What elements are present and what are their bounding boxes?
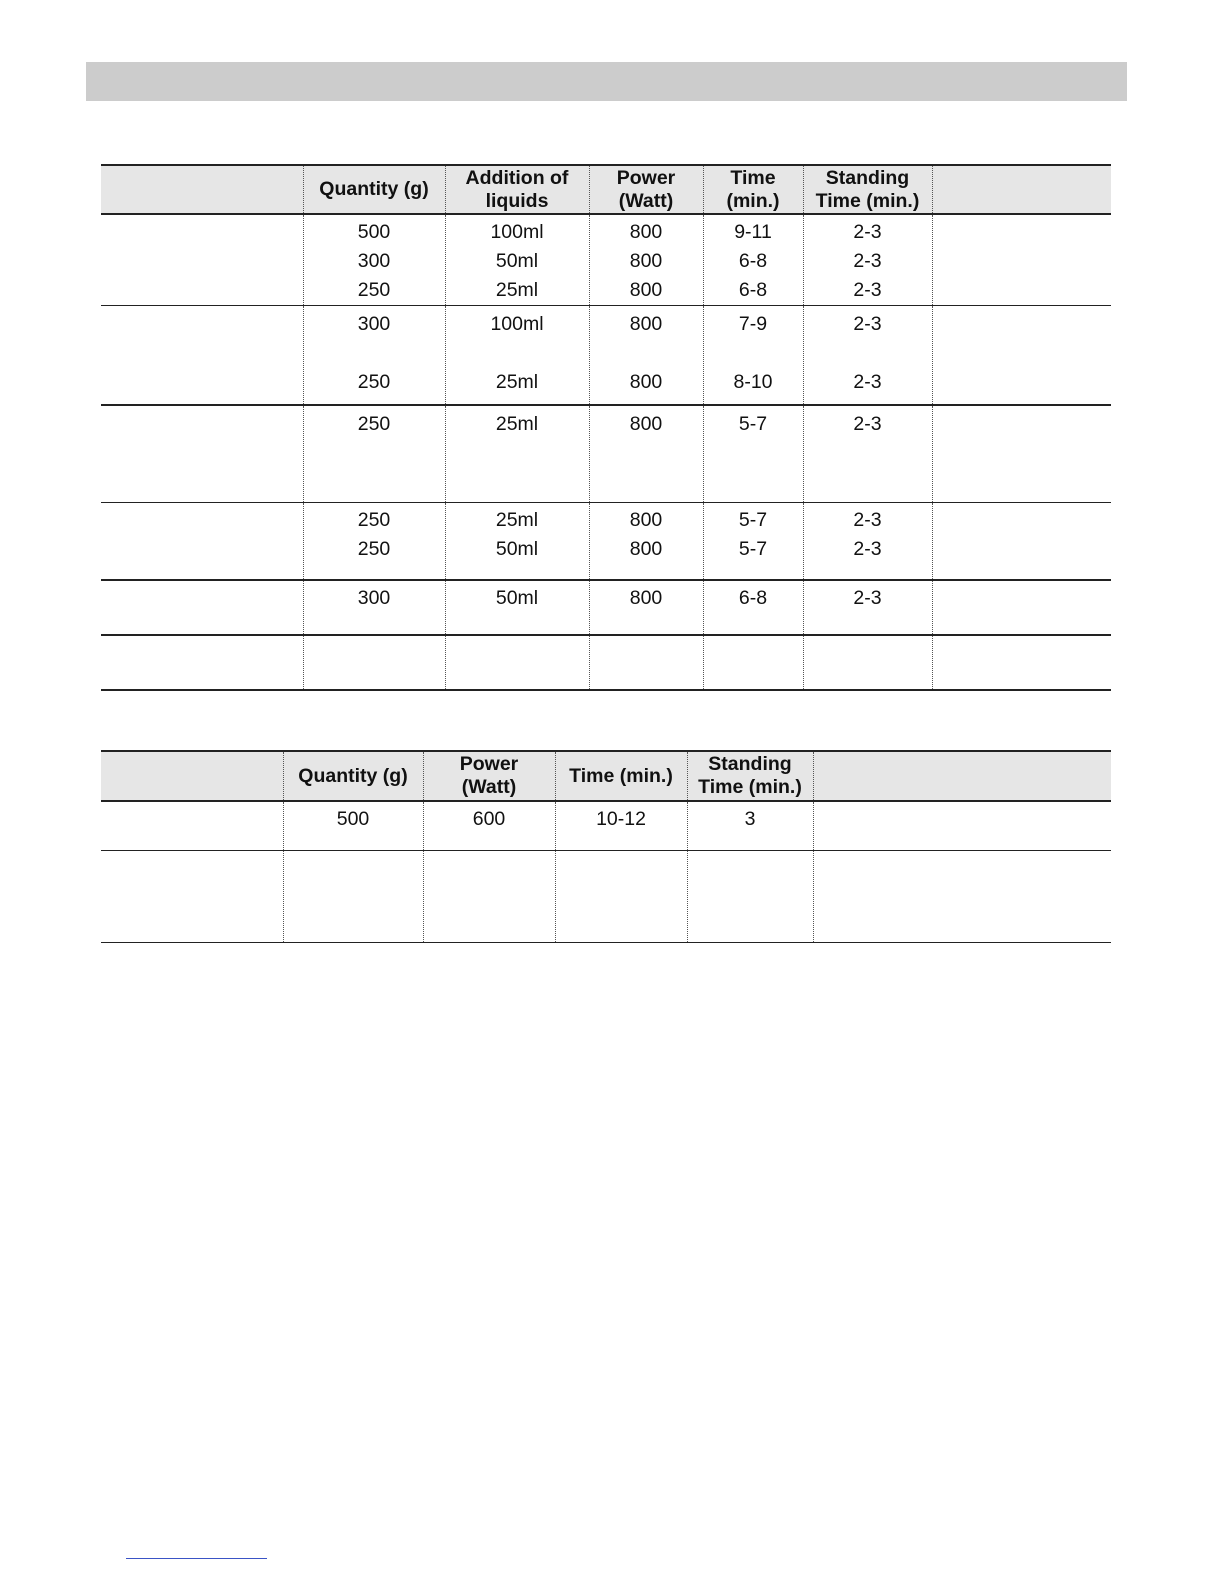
power-cell: 800 800: [589, 306, 703, 405]
time-cell: 9-11 6-8 6-8: [703, 214, 803, 306]
standing-cell: [803, 635, 932, 690]
table-row: [101, 503, 1111, 580]
table-row: [101, 405, 1111, 503]
standing-cell: 2-3 2-3: [803, 503, 932, 580]
liquids-cell: 25ml 50ml: [445, 503, 589, 580]
standing-cell: 2-3: [803, 405, 932, 503]
header-standing-time: Standing Time (min.): [803, 165, 932, 214]
power-cell: 600: [423, 801, 555, 850]
time-cell: [555, 850, 687, 942]
quantity-cell: [283, 850, 423, 942]
quantity-cell: 250: [303, 405, 445, 503]
header-quantity: Quantity (g): [303, 165, 445, 214]
time-cell: 5-7 5-7: [703, 503, 803, 580]
quantity-cell: 250 250: [303, 503, 445, 580]
time-cell: 5-7: [703, 405, 803, 503]
table-row: [101, 306, 1111, 405]
header-notes: [813, 751, 1111, 801]
liquids-cell: 100ml 25ml: [445, 306, 589, 405]
header-category: [101, 165, 303, 214]
header-time: Time (min.): [555, 751, 687, 801]
header-notes: [932, 165, 1111, 214]
time-cell: 6-8: [703, 580, 803, 635]
category-cell: [101, 801, 283, 850]
notes-cell: [932, 306, 1111, 405]
standing-cell: [687, 850, 813, 942]
standing-cell: 3: [687, 801, 813, 850]
section-header-bar: [86, 62, 1127, 101]
notes-cell: [932, 405, 1111, 503]
power-cell: 800: [589, 580, 703, 635]
standing-cell: 2-3: [803, 580, 932, 635]
footnote-rule: [126, 1558, 267, 1559]
notes-cell: [932, 503, 1111, 580]
liquids-cell: 50ml: [445, 580, 589, 635]
time-cell: 7-9 8-10: [703, 306, 803, 405]
power-cell: 800 800: [589, 503, 703, 580]
quantity-cell: 500: [283, 801, 423, 850]
notes-cell: [932, 635, 1111, 690]
table-header-row: [101, 751, 1111, 801]
quantity-cell: [303, 635, 445, 690]
cooking-table-frozen: [101, 750, 1111, 943]
time-cell: 10-12: [555, 801, 687, 850]
category-cell: [101, 214, 303, 306]
table-row: [101, 580, 1111, 635]
quantity-cell: 500 300 250: [303, 214, 445, 306]
table-header-row: [101, 165, 1111, 214]
header-quantity: Quantity (g): [283, 751, 423, 801]
quantity-cell: 300 250: [303, 306, 445, 405]
liquids-cell: [445, 635, 589, 690]
header-category: [101, 751, 283, 801]
standing-cell: 2-3 2-3 2-3: [803, 214, 932, 306]
cooking-table-fresh: [101, 164, 1111, 691]
table-row: [101, 850, 1111, 942]
header-power: Power (Watt): [423, 751, 555, 801]
power-cell: 800 800 800: [589, 214, 703, 306]
header-power: Power (Watt): [589, 165, 703, 214]
table-row: [101, 801, 1111, 850]
notes-cell: [813, 850, 1111, 942]
notes-cell: [813, 801, 1111, 850]
power-cell: [423, 850, 555, 942]
quantity-cell: 300: [303, 580, 445, 635]
time-cell: [703, 635, 803, 690]
power-cell: [589, 635, 703, 690]
notes-cell: [932, 580, 1111, 635]
table-row: [101, 635, 1111, 690]
power-cell: 800: [589, 405, 703, 503]
category-cell: [101, 306, 303, 405]
standing-cell: 2-3 2-3: [803, 306, 932, 405]
header-time: Time (min.): [703, 165, 803, 214]
liquids-cell: 100ml 50ml 25ml: [445, 214, 589, 306]
category-cell: [101, 503, 303, 580]
liquids-cell: 25ml: [445, 405, 589, 503]
notes-cell: [932, 214, 1111, 306]
category-cell: [101, 405, 303, 503]
category-cell: [101, 850, 283, 942]
table-row: [101, 214, 1111, 306]
header-standing-time: Standing Time (min.): [687, 751, 813, 801]
category-cell: [101, 635, 303, 690]
category-cell: [101, 580, 303, 635]
header-liquids: Addition of liquids: [445, 165, 589, 214]
